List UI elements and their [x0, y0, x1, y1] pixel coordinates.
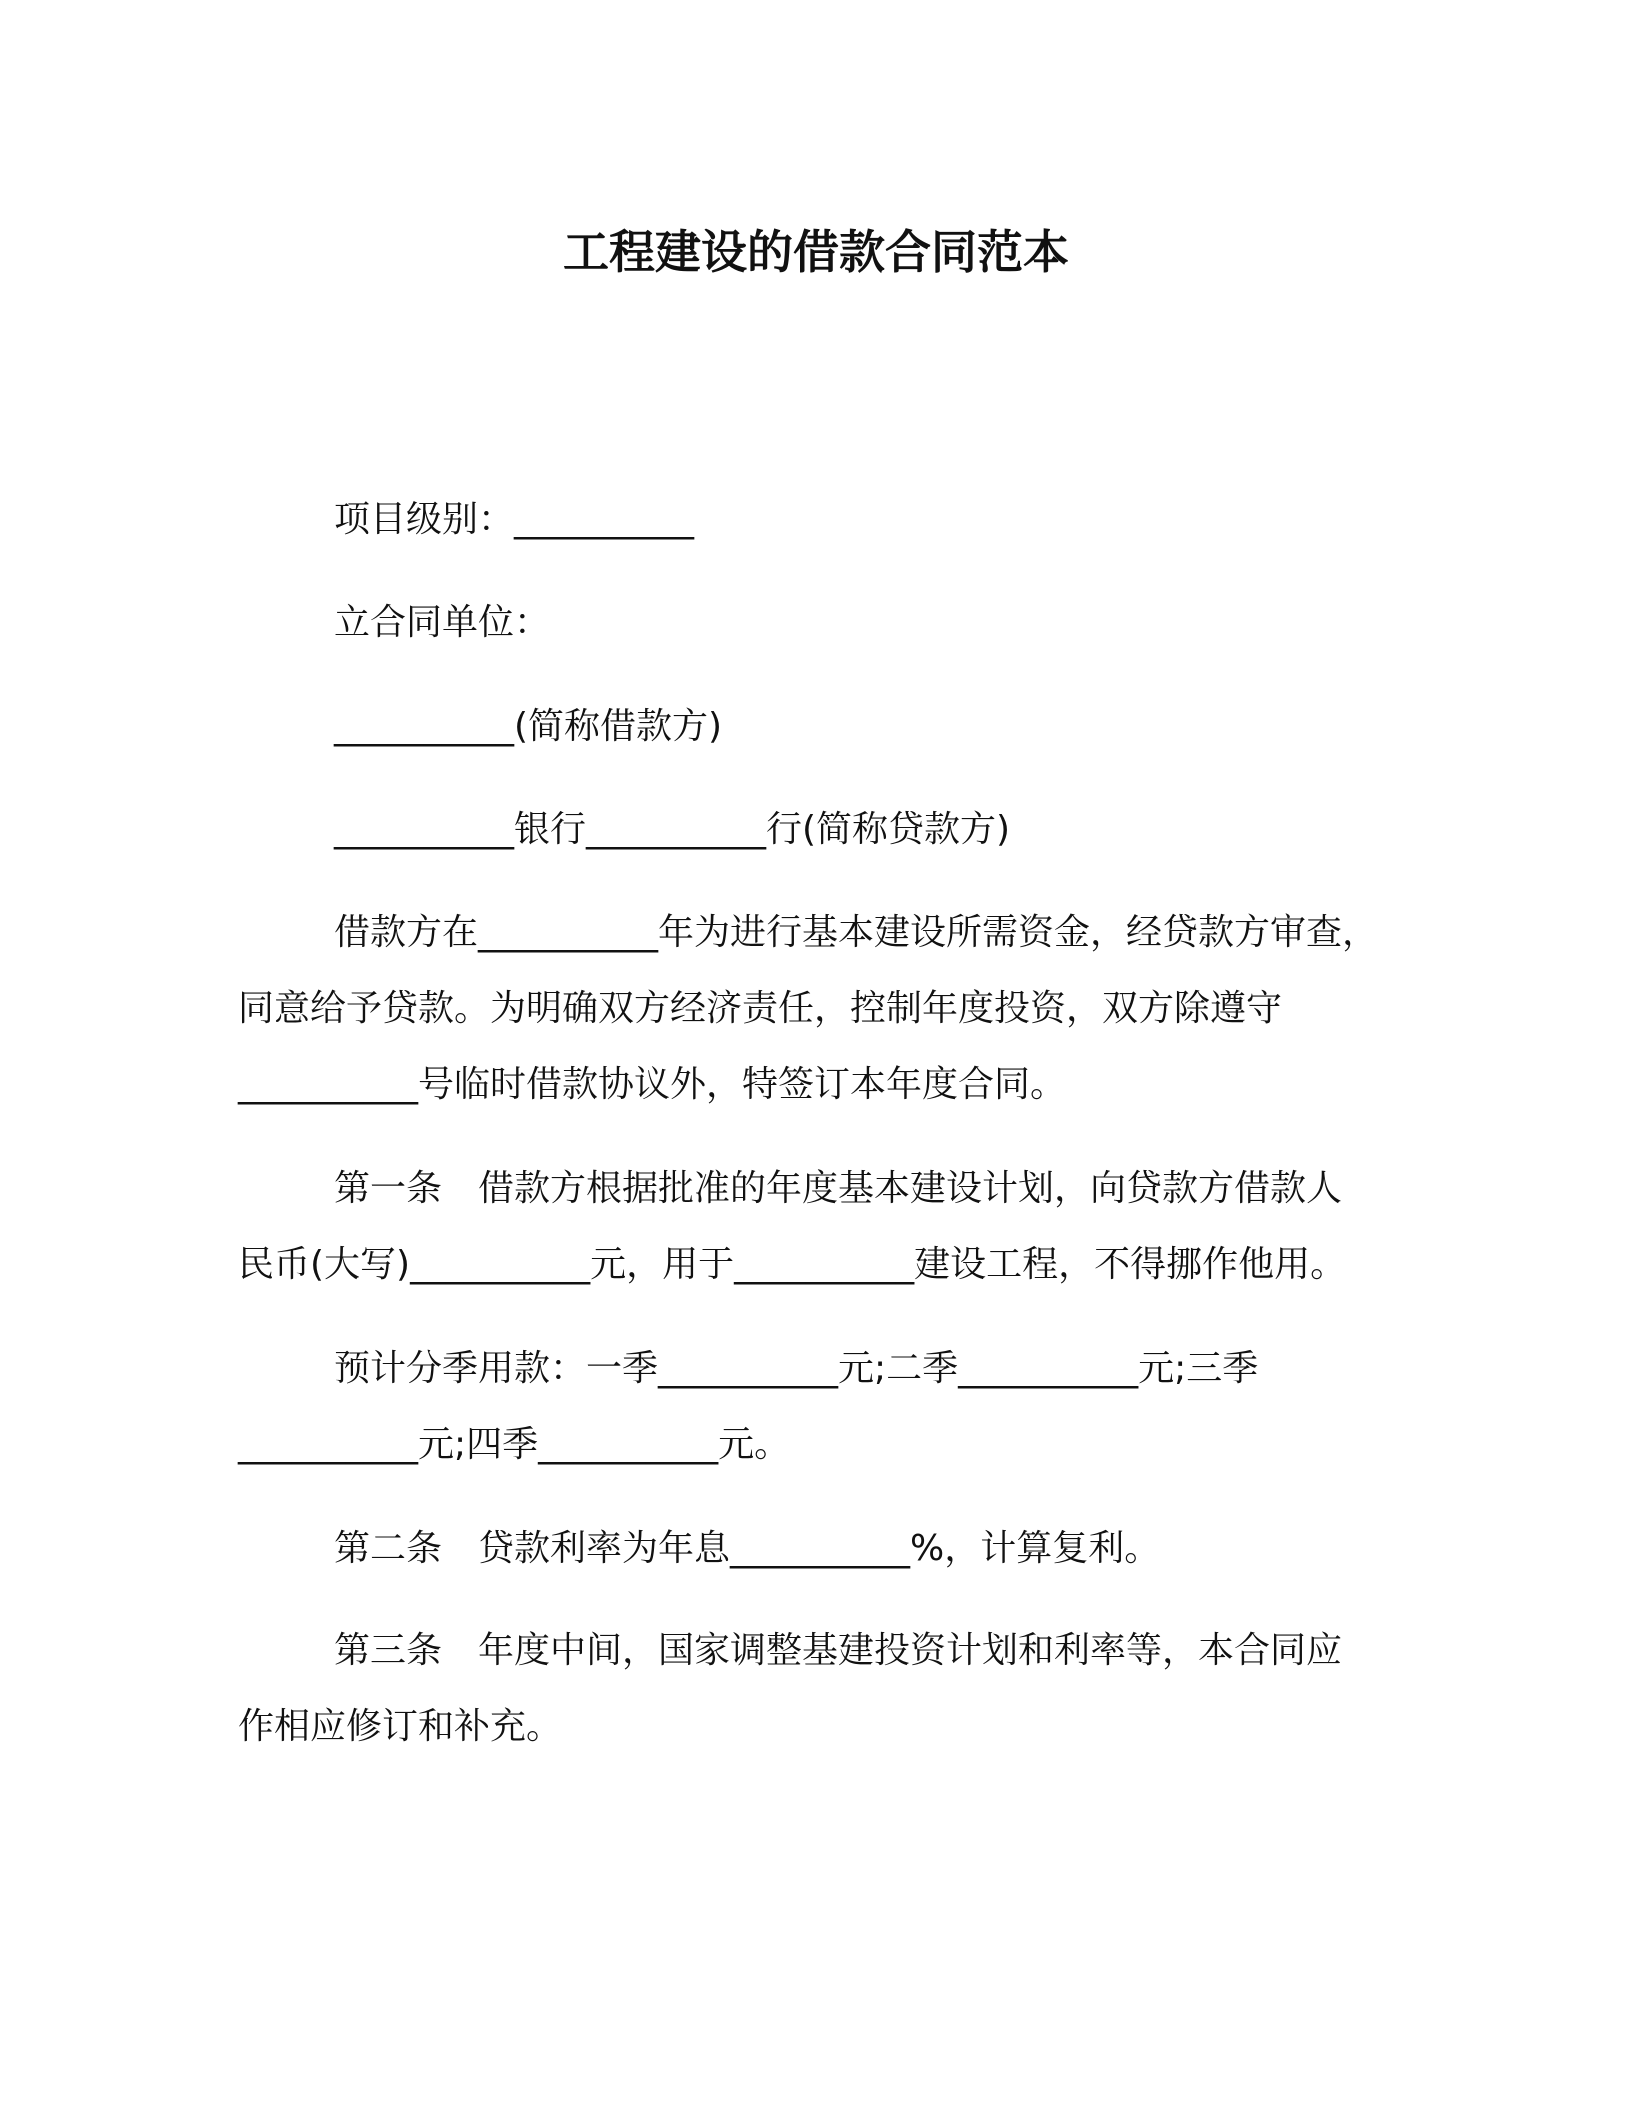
contract-parties-label: 立合同单位：	[334, 602, 551, 643]
article-3-line-2: 作相应修订和补充。	[238, 1706, 563, 1747]
project-level-line: 项目级别：__________	[334, 499, 695, 540]
article-1-line-2: 民币(大写)__________元，用于__________建设工程，不得挪作他用。	[238, 1244, 1347, 1285]
quarterly-usage-line-1: 预计分季用款：一季__________元;二季__________元;三季	[334, 1348, 1259, 1389]
article-1-line-1: 第一条 借款方根据批准的年度基本建设计划，向贷款方借款人	[334, 1168, 1343, 1209]
preamble-line-2: 同意给予贷款。为明确双方经济责任，控制年度投资，双方除遵守	[238, 988, 1283, 1029]
lender-line: __________银行__________行(简称贷款方)	[334, 809, 1011, 850]
borrower-line: __________(简称借款方)	[334, 706, 723, 747]
document-title: 工程建设的借款合同范本	[563, 225, 1069, 279]
preamble-line-1: 借款方在__________年为进行基本建设所需资金，经贷款方审查，	[334, 912, 1379, 953]
quarterly-usage-line-2: __________元;四季__________元。	[238, 1424, 791, 1465]
preamble-line-3: __________号临时借款协议外，特签订本年度合同。	[238, 1064, 1067, 1105]
article-2-line: 第二条 贷款利率为年息__________%，计算复利。	[334, 1528, 1161, 1569]
article-3-line-1: 第三条 年度中间，国家调整基建投资计划和利率等，本合同应	[334, 1630, 1343, 1671]
